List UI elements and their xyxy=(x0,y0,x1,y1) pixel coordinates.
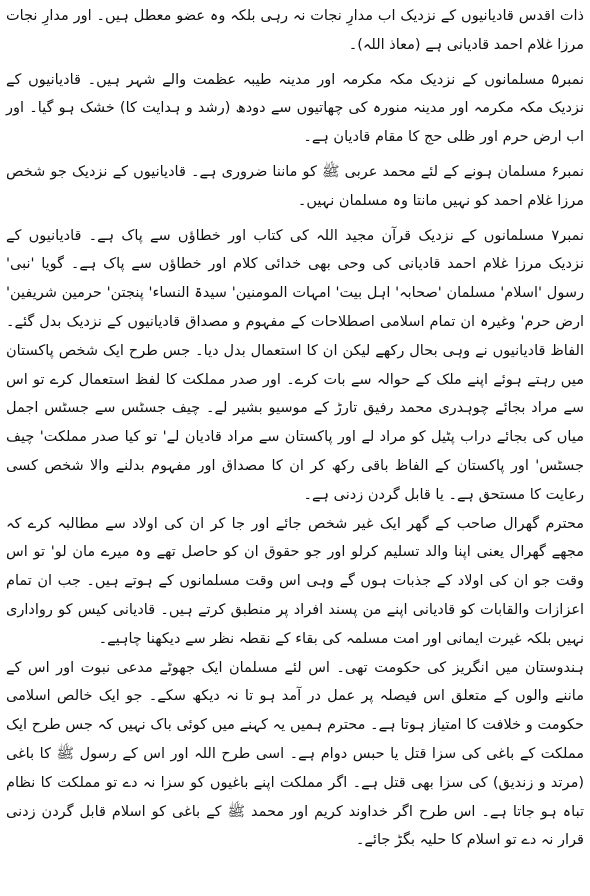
paragraph-6: ہندوستان میں انگریز کی حکومت تھی۔ اس لئے مسلمان ایک جھوٹے مدعی نبوت اور اس کے ماننے والوں کے متعلق اس فیصلہ پر عمل در آمد ہو تا نہ دیکھ سکے۔ جو ایک خالص اسلامی حکومت و خلافت کا امتیاز ہوتا ہے۔ محترم ہمیں یہ کہنے میں کوئی باک نہیں کہ جس طرح ایک مملکت کے باغی کی سزا قتل یا حبس دوام ہے۔ اسی طرح اللہ اور اس کے رسول ﷺ کا باغی (مرتد و زندیق) کی سزا بھی قتل ہے۔ اگر مملکت اپنے باغیوں کو سزا نہ دے تو مملکت کا نظام تباہ ہو جاتا ہے۔ اس طرح اگر خداوند کریم اور محمد ﷺ کے باغی کو اسلام قابل گردن زدنی قرار نہ دے تو اسلام کا حلیہ بگڑ جائے۔ xyxy=(6,659,584,849)
document-page xyxy=(6,2,584,894)
paragraph-3: نمبر۶ مسلمان ہونے کے لئے محمد عربی ﷺ کو ماننا ضروری ہے۔ قادیانیوں کے نزدیک جو شخص مرزا غلام احمد کو نہیں مانتا وہ مسلمان نہیں۔ xyxy=(6,163,584,209)
paragraph-2: نمبر۵ مسلمانوں کے نزدیک مکہ مکرمہ اور مدینہ طیبہ عظمت والے شہر ہیں۔ قادیانیوں کے نزدیک مکہ مکرمہ اور مدینہ منورہ کی چھاتیوں سے دودھ (رشد و ہدایت کا) خشک ہو گیا۔ اور اب ارض حرم اور ظلی حج کا مقام قادیان ہے۔ xyxy=(6,71,584,146)
paragraph-1: ذات اقدس قادیانیوں کے نزدیک اب مدارِ نجات نہ رہی بلکہ وہ عضو معطل ہیں۔ اور مدارِ نجات مرزا غلام احمد قادیانی ہے (معاذ اللہ)۔ xyxy=(6,8,584,53)
paragraph-4: نمبر۷ مسلمانوں کے نزدیک قرآن مجید اللہ کی کتاب اور خطاؤں سے پاک ہے۔ قادیانیوں کے نزدیک مرزا غلام احمد قادیانی کی وحی بھی خدائی کلام اور خطاؤں سے پاک ہے۔ گویا 'نبی' رسول 'اسلام' مسلمان 'صحابہ' اہل بیت' امہات المومنین' سیدۃ النساء' پنجتن' حرمین شریفین' ارض حرم' وغیرہ ان تمام اسلامی اصطلاحات کے مفہوم و مصداق قادیانیوں کے نزدیک بدل گئے۔ الفاظ قادیانیوں نے وہی بحال رکھے لیکن ان کا استعمال بدل دیا۔ جس طرح ایک شخص پاکستان میں رہتے ہوئے اپنے ملک کے حوالہ سے بات کرے۔ اور صدر مملکت کا لفظ استعمال کرے تو اس سے مراد بجائے چوہدری محمد رفیق تارڑ کے موسیو بشیر لے۔ چیف جسٹس سے جسٹس اجمل میاں کی بجائے دراب پٹیل کو مراد لے اور پاکستان سے مراد قادیان لے' تو کیا صدر مملکت' چیف جسٹس' اور پاکستان کے الفاظ باقی رکھ کر ان کا مصداق اور مفہوم بدلنے والا شخص کسی رعایت کا مستحق ہے۔ یا قابل گردن زدنی ہے۔ xyxy=(6,227,584,503)
paragraph-5: محترم گھرال صاحب کے گھر ایک غیر شخص جائے اور جا کر ان کی اولاد سے مطالبہ کرے کہ مجھے گھرال یعنی اپنا والد تسلیم کرلو اور جو حقوق ان کو حاصل تھے وہ میرے مان لو' تو اس وقت جو ان کی اولاد کے جذبات ہوں گے وہی اس وقت مسلمانوں کے ہوتے ہیں۔ جب ان تمام اعزازات والقابات کو قادیانی اپنے من پسند افراد پر منطبق کرتے ہیں۔ قادیانی کیس کو رواداری نہیں بلکہ غیرت ایمانی اور امت مسلمہ کی بقاء کے نقطہ نظر سے دیکھنا چاہیے۔ xyxy=(6,515,584,647)
